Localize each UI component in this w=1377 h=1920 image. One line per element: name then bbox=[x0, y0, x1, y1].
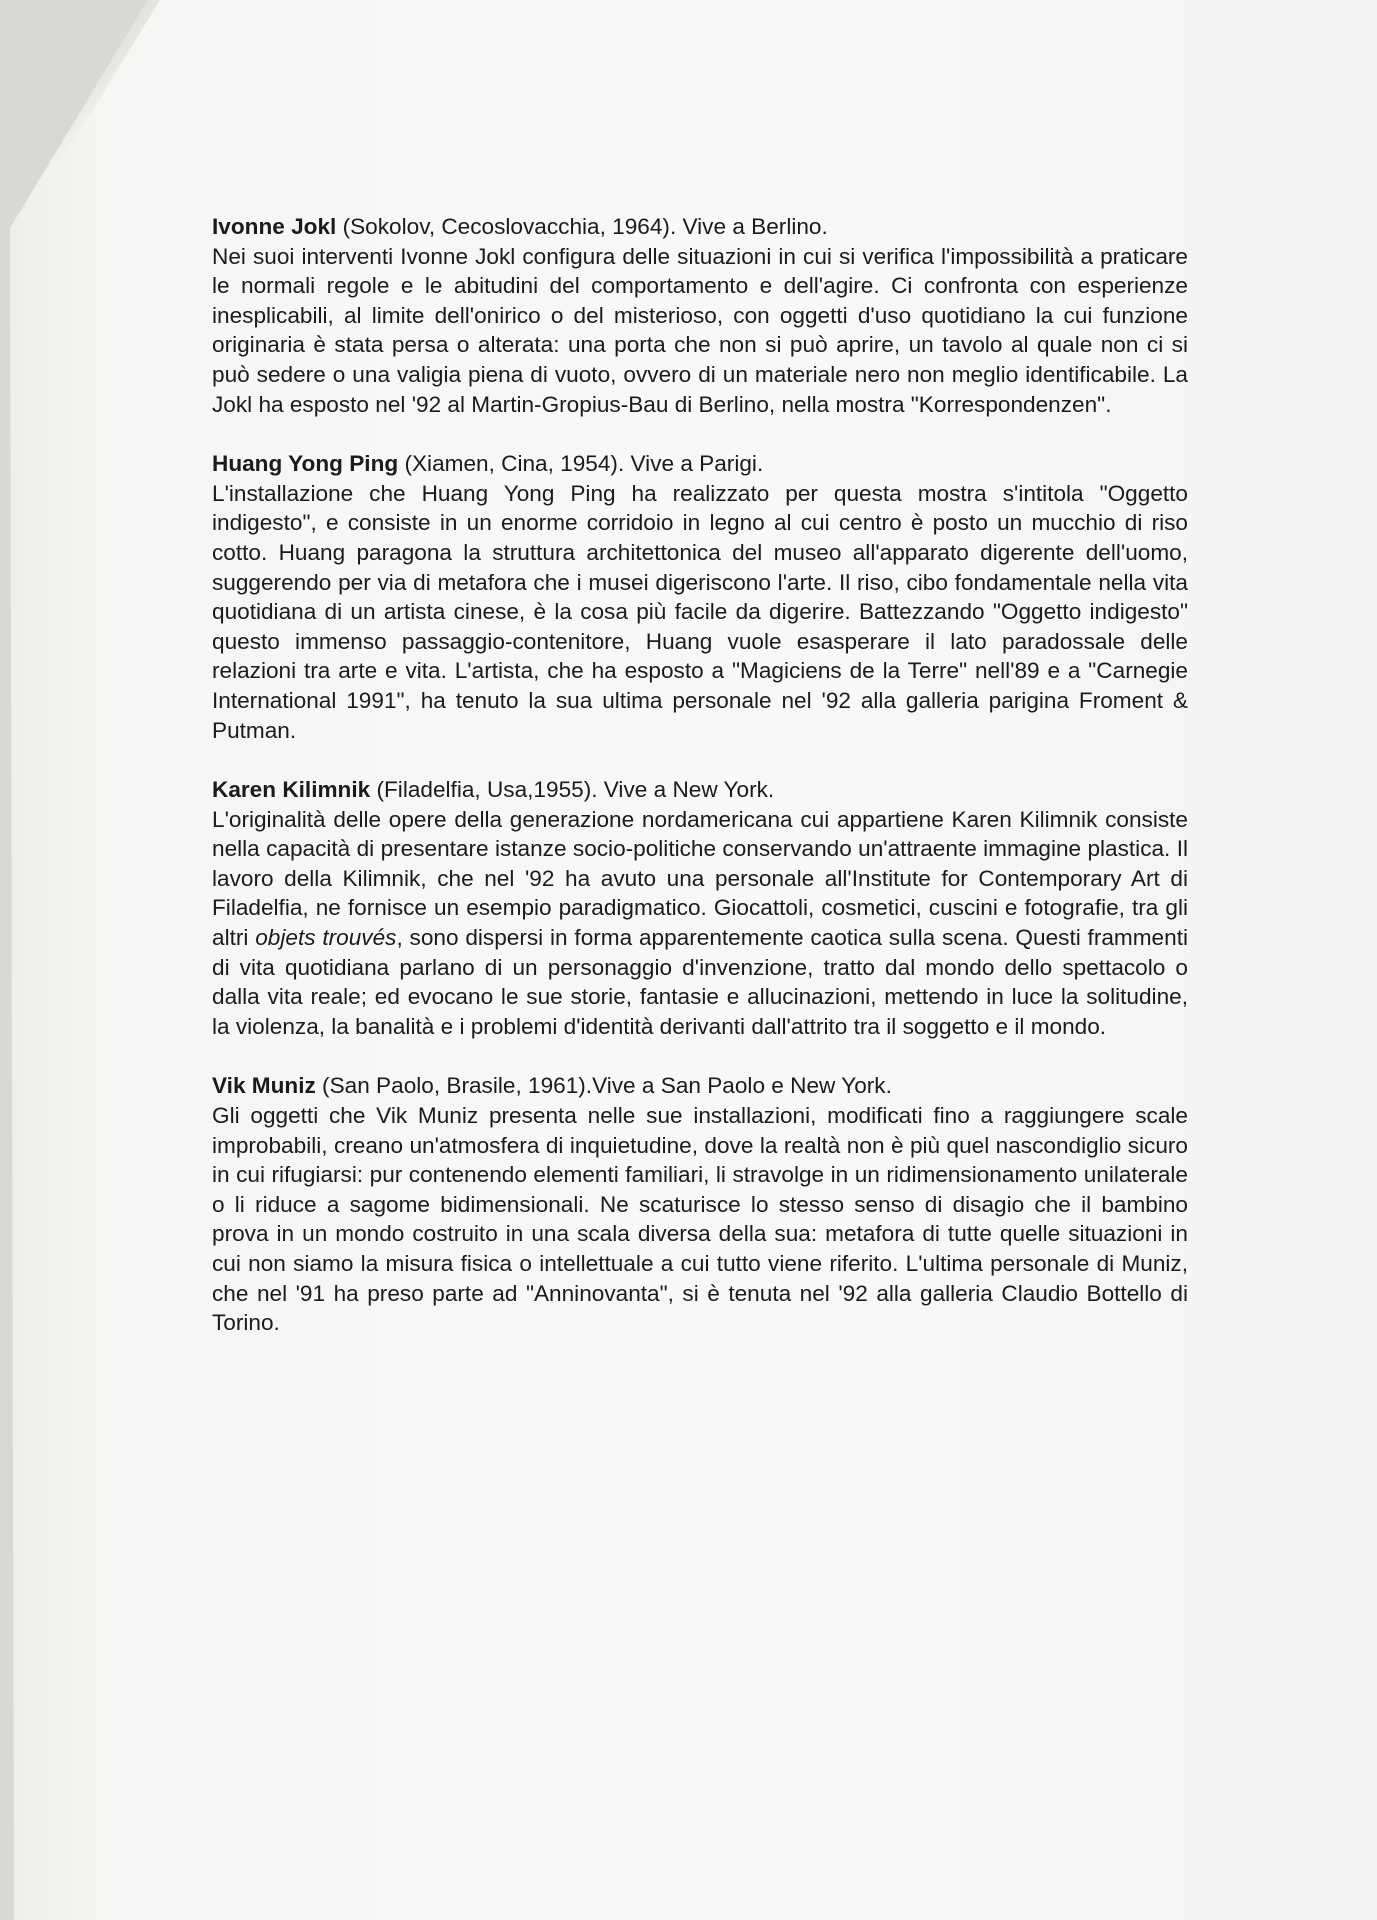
artist-entry-huang bbox=[212, 449, 1188, 745]
artist-description: L'originalità delle opere della generazione nordamericana cui appartiene Karen Kilimnik consiste nella capacità di presentare istanze socio-politiche conservando un'attraente immagine plastica. Il lavoro della Kilimnik, che nel '92 ha avuto una personale all'Institute for Contemporary Art di Filadelfia, ne fornisce un esempio paradigmatico. Giocattoli, cosmetici, cuscini e fotografie, tra gli altri bbox=[212, 806, 1188, 951]
artist-entry-kilimnik bbox=[212, 775, 1188, 1041]
artist-name: Huang Yong Ping bbox=[212, 451, 399, 477]
artist-info: (San Paolo, Brasile, 1961).Vive a San Paolo e New York. bbox=[315, 1073, 892, 1099]
artist-description: Gli oggetti che Vik Muniz presenta nelle sue installazioni, modificati fino a raggiungere scale improbabili, creano un'atmosfera di inquietudine, dove la realtà non è più quel nascondiglio sicuro in cui rifugiarsi: pur contenendo elementi familiari, li stravolge in un ridimensionamento unilaterale o li riduce a sagome bidimensionali. Ne scaturisce lo stesso senso di disagio che il bambino prova in un mondo costruito in una scala diversa della sua: metafora di tutte quelle situazioni in cui non siamo la misura fisica o intellettuale a cui tutto viene riferito. L'ultima personale di Muniz, che nel '91 ha preso parte ad "Anninovanta", si è tenuta nel '92 alla galleria Claudio Bottello di Torino. bbox=[212, 1103, 1188, 1336]
entry-paragraph bbox=[212, 449, 1188, 745]
artist-entry-jokl bbox=[212, 212, 1188, 419]
entry-paragraph bbox=[212, 1071, 1188, 1337]
artist-name: Karen Kilimnik bbox=[212, 777, 371, 803]
artist-info: (Sokolov, Cecoslovacchia, 1964). Vive a Berlino. bbox=[336, 214, 828, 239]
artist-entry-muniz bbox=[212, 1071, 1188, 1337]
artist-info: (Filadelfia, Usa,1955). Vive a New York. bbox=[370, 777, 775, 803]
artist-name: Vik Muniz bbox=[212, 1073, 316, 1099]
document-body bbox=[212, 212, 1188, 1368]
italic-term: objets trouvés bbox=[255, 925, 397, 951]
entry-paragraph bbox=[212, 775, 1188, 1041]
artist-description: Nei suoi interventi Ivonne Jokl configura delle situazioni in cui si verifica l'impossibilità a praticare le normali regole e le abitudini del comportamento e dell'agire. Ci confronta con esperienze inesplicabili, al limite dell'onirico o del misterioso, con oggetti d'uso quotidiano la cui funzione originaria è stata persa o alterata: una porta che non si può aprire, un tavolo al quale non ci si può sedere o una valigia piena di vuoto, ovvero di un materiale nero non meglio identificabile. La Jokl ha esposto nel '92 al Martin-Gropius-Bau di Berlino, nella mostra "Korrespondenzen". bbox=[212, 243, 1188, 417]
entry-paragraph bbox=[212, 212, 1188, 419]
artist-description-cont: , sono dispersi in forma apparentemente caotica sulla scena. Questi frammenti di vita quotidiana parlano di un personaggio d'invenzione, tratto dal mondo dello spettacolo o dalla vita reale; ed evocano le sue storie, fantasie e allucinazioni, mettendo in luce la solitudine, la violenza, la banalità e i problemi d'identità derivanti dall'attrito tra il soggetto e il mondo. bbox=[212, 925, 1188, 1039]
artist-info: (Xiamen, Cina, 1954). Vive a Parigi. bbox=[398, 451, 764, 477]
artist-description: L'installazione che Huang Yong Ping ha realizzato per questa mostra s'intitola "Oggetto indigesto", e consiste in un enorme corridoio in legno al cui centro è posto un mucchio di riso cotto. Huang paragona la struttura architettonica del museo all'apparato digerente dell'uomo, suggerendo per via di metafora che i musei digeriscono l'arte. Il riso, cibo fondamentale nella vita quotidiana di un artista cinese, è la cosa più facile da digerire. Battezzando "Oggetto indigesto" questo immenso passaggio-contenitore, Huang vuole esasperare il lato paradossale delle relazioni tra arte e vita. L'artista, che ha esposto a "Magiciens de la Terre" nell'89 e a "Carnegie International 1991", ha tenuto la sua ultima personale nel '92 alla galleria parigina Froment & Putman. bbox=[212, 480, 1188, 743]
artist-name: Ivonne Jokl bbox=[212, 214, 337, 239]
